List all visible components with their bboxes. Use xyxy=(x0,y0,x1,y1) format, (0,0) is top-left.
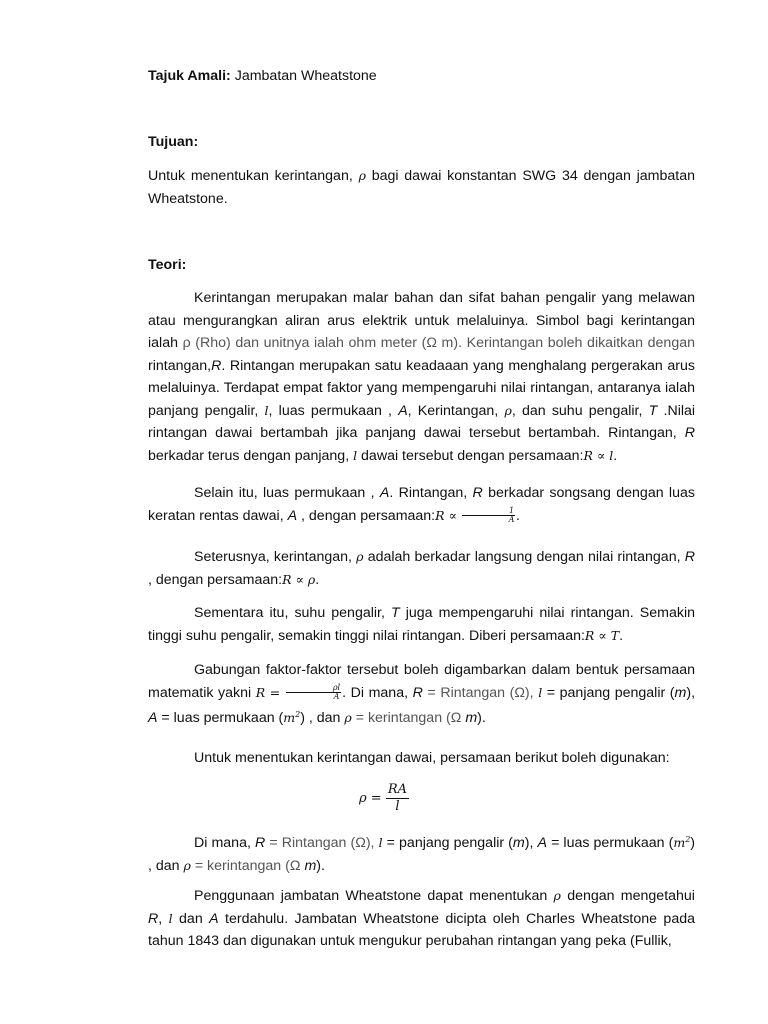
tujuan-text-2: bagi dawai konstantan SWG 34 dengan jambatan Wheatstone. xyxy=(148,168,695,207)
p7-text-g: = kerintangan (Ω xyxy=(194,857,301,874)
p2-text-d: , dengan persamaan: xyxy=(301,507,436,524)
p5-text-d: = panjang pengalir ( xyxy=(546,684,675,701)
p1-text-e: , luas permukaan , xyxy=(268,402,392,419)
title-label: Tajuk Amali: xyxy=(148,68,231,84)
p7-unit-m: m xyxy=(512,835,525,852)
p3-text-d: . xyxy=(315,571,320,588)
p8-var-l: l xyxy=(168,910,173,926)
p7-text-d: ), xyxy=(524,835,534,852)
p4-var-T: T xyxy=(391,605,400,621)
p7-var-l: l xyxy=(378,835,383,851)
p2-text-a: Selain itu, luas permukaan , xyxy=(194,485,375,501)
p5-equation-lhs: R = xyxy=(255,684,281,700)
teori-paragraph-6: Untuk menentukan kerintangan dawai, persamaan berikut boleh digunakan: xyxy=(194,750,670,766)
p1-text-k: . xyxy=(613,447,618,464)
p1-var-R: R xyxy=(211,357,222,374)
p5-text-a: Gabungan faktor-faktor tersebut boleh digambarkan dalam bentuk persamaan matematik yakni xyxy=(148,662,695,701)
p3-equation: R ∝ ρ xyxy=(282,571,316,587)
p8-text-d: dan xyxy=(179,910,203,927)
p1-text-a: Kerintangan merupakan malar bahan dan sifat bahan pengalir yang melawan atau mengurangkan aliran arus elektrik untuk melaluinya. Simbol bagi kerintangan ialah xyxy=(148,290,695,351)
p3-text-c: , dengan persamaan: xyxy=(148,571,283,588)
p2-frac-num: 1 xyxy=(462,507,515,516)
p1-text-b: ρ (Rho) dan unitnya ialah ohm meter (Ω m). Kerintangan boleh dikaitkan dengan xyxy=(182,335,695,351)
p5-text-h: = kerintangan (Ω xyxy=(355,710,462,727)
p2-var-A2: A xyxy=(287,507,298,524)
p2-text-e: . xyxy=(516,507,520,524)
p5-frac-num: ρl xyxy=(286,684,341,693)
title-value: Jambatan Wheatstone xyxy=(234,68,377,84)
teori-paragraph-3 xyxy=(148,546,695,591)
p1-text-g: , dan suhu pengalir, xyxy=(511,402,643,419)
p5-unit-m3: m xyxy=(465,710,478,727)
p5-text-b: . Di mana, xyxy=(342,684,409,701)
p2-var-A: A xyxy=(379,485,390,501)
p1-var-A: A xyxy=(398,402,408,419)
p8-var-A: A xyxy=(209,910,219,927)
p5-fraction xyxy=(286,684,341,701)
p1-text-h: .Nilai rintangan dawai bertambah jika panjang dawai tersebut bertambah. Rintangan, xyxy=(148,402,696,441)
p8-text-c: , xyxy=(158,910,163,927)
p2-text-b: . Rintangan, xyxy=(389,485,468,501)
p8-text-b: dengan mengetahui xyxy=(567,888,695,904)
teori-paragraph-1 xyxy=(148,287,695,467)
teori-paragraph-5 xyxy=(148,659,695,730)
p1-var-l: l xyxy=(264,402,269,418)
p3-text-a: Seterusnya, kerintangan, xyxy=(194,549,352,565)
p5-text-c: = Rintangan (Ω), xyxy=(427,684,534,701)
p5-text-f: = luas permukaan ( xyxy=(161,710,284,727)
p4-equation: R ∝ T xyxy=(584,627,620,643)
p8-text-e: terdahulu. Jambatan Wheatstone dicipta oleh Charles Wheatstone pada tahun 1843 dan digunakan untuk mengukur perubahan rintangan yang peka (Fullik, xyxy=(148,910,695,949)
document-title xyxy=(148,65,695,88)
p8-var-rho: ρ xyxy=(553,888,561,903)
p1-var-T: T xyxy=(648,402,658,419)
p7-var-rho: ρ xyxy=(183,857,191,873)
p7-var-A: A xyxy=(537,835,547,852)
formula-den: l xyxy=(395,799,400,814)
p2-var-R: R xyxy=(472,485,483,501)
tujuan-rho: ρ xyxy=(358,168,366,183)
p1-var-l2: l xyxy=(353,447,358,463)
teori-heading: Teori: xyxy=(148,257,187,273)
p5-var-rho: ρ xyxy=(344,710,352,726)
p5-var-R: R xyxy=(412,684,423,701)
p1-var-rho: ρ xyxy=(504,402,512,418)
p7-unit-m2-exp: 2 xyxy=(685,835,691,844)
formula-num: RA xyxy=(387,782,407,797)
display-formula xyxy=(0,782,768,815)
p2-frac-den: A xyxy=(508,515,515,525)
p1-text-f: , Kerintangan, xyxy=(407,402,499,419)
p5-unit-m2-base: m xyxy=(283,710,296,726)
teori-paragraph-2 xyxy=(148,482,695,527)
p5-var-A: A xyxy=(148,710,158,727)
p1-text-c: rintangan, xyxy=(148,357,212,374)
p7-unit-m3: m xyxy=(304,857,317,874)
teori-paragraph-7 xyxy=(148,829,695,877)
p4-text-a: Sementara itu, suhu pengalir, xyxy=(194,605,385,621)
p7-unit-m2-base: m xyxy=(673,835,686,851)
p5-unit-m2 xyxy=(283,710,300,725)
p7-text-c: = panjang pengalir ( xyxy=(386,835,513,852)
p7-text-e: = luas permukaan ( xyxy=(551,835,674,852)
p5-text-k: ). xyxy=(477,710,486,727)
p5-text-g: ) , dan xyxy=(300,710,341,727)
p8-var-R: R xyxy=(148,910,159,927)
p8-text-a: Penggunaan jambatan Wheatstone dapat menentukan xyxy=(194,888,548,904)
formula-fraction xyxy=(386,782,409,815)
tujuan-text-1: Untuk menentukan kerintangan, xyxy=(148,168,353,184)
p4-text-b: juga mempengaruhi nilai rintangan. Semakin tinggi suhu pengalir, semakin tinggi nilai rintangan. Diberi persamaan: xyxy=(148,605,696,644)
p3-text-b: adalah berkadar langsung dengan nilai rintangan, xyxy=(367,549,681,565)
p3-var-R: R xyxy=(684,549,695,565)
p7-var-R: R xyxy=(255,835,266,852)
p5-frac-den: A xyxy=(333,692,340,702)
p2-equation-lhs: R ∝ xyxy=(435,507,457,523)
tujuan-paragraph xyxy=(148,165,695,210)
p1-equation: R ∝ l xyxy=(583,447,614,463)
teori-paragraph-4 xyxy=(148,602,695,647)
p7-text-a: Di mana, xyxy=(194,835,251,852)
p7-text-f: ) , dan xyxy=(148,835,696,874)
p7-text-b: = Rintangan (Ω), xyxy=(269,835,375,852)
p2-text-c: berkadar songsang dengan luas keratan rentas dawai, xyxy=(148,485,695,524)
p4-text-c: . xyxy=(619,627,624,644)
p1-text-d: . Rintangan merupakan satu keadaaan yang menghalang pergerakan arus melaluinya. Terdapat empat faktor yang mempengaruhi nilai rintangan, antaranya ialah panjang pengalir, xyxy=(148,357,695,419)
teori-paragraph-8 xyxy=(148,885,695,953)
p7-unit-m2 xyxy=(673,835,690,850)
p1-text-i: berkadar terus dengan panjang, xyxy=(148,447,350,464)
p5-var-l: l xyxy=(538,684,543,700)
p1-var-R2: R xyxy=(684,425,695,441)
tujuan-heading: Tujuan: xyxy=(148,134,199,150)
p3-var-rho: ρ xyxy=(356,549,364,564)
formula-lhs: ρ = xyxy=(359,791,382,806)
p5-text-e: ), xyxy=(686,684,696,701)
p1-text-j: dawai tersebut dengan persamaan: xyxy=(361,447,584,464)
p7-text-h: ). xyxy=(316,857,325,874)
p5-unit-m2-exp: 2 xyxy=(295,710,301,719)
p5-unit-m: m xyxy=(674,684,687,701)
p2-fraction xyxy=(462,507,515,524)
